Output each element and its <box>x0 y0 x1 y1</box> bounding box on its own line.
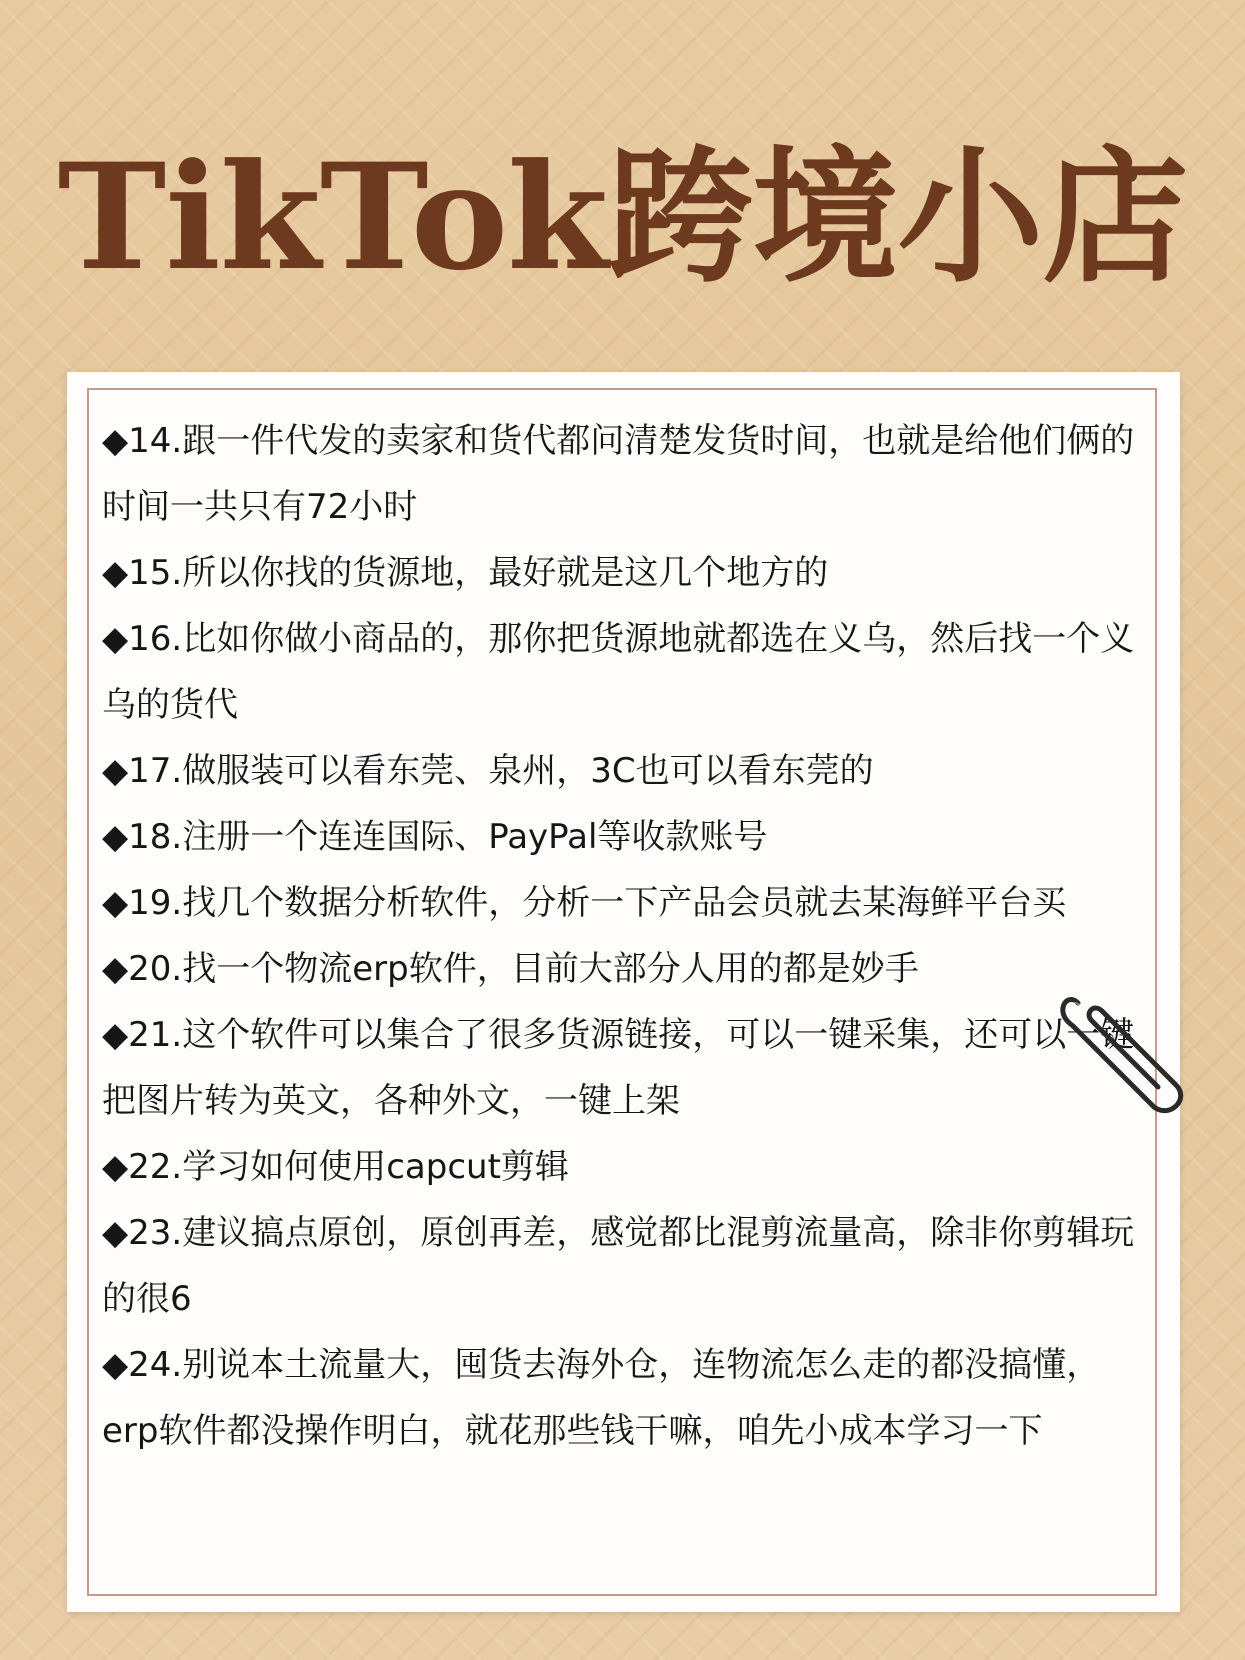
list-item <box>102 1332 1147 1464</box>
tips-list <box>102 408 1147 1464</box>
list-item-text: 19.找几个数据分析软件，分析一下产品会员就去某海鲜平台买 <box>128 883 1067 923</box>
list-item <box>102 408 1147 540</box>
list-item <box>102 1134 1147 1200</box>
page-title: TikTok跨境小店 <box>57 132 1188 303</box>
list-item <box>102 936 1147 1002</box>
list-item <box>102 540 1147 606</box>
diamond-bullet-icon: ◆ <box>102 883 129 923</box>
list-item <box>102 738 1147 804</box>
diamond-bullet-icon: ◆ <box>102 817 129 857</box>
content-card <box>67 372 1180 1612</box>
list-item <box>102 804 1147 870</box>
diamond-bullet-icon: ◆ <box>102 553 129 593</box>
list-item-text: 16.比如你做小商品的，那你把货源地就都选在义乌，然后找一个义乌的货代 <box>102 619 1135 725</box>
diamond-bullet-icon: ◆ <box>102 1345 129 1385</box>
diamond-bullet-icon: ◆ <box>102 1147 129 1187</box>
diamond-bullet-icon: ◆ <box>102 619 129 659</box>
diamond-bullet-icon: ◆ <box>102 1213 129 1253</box>
list-item-text: 22.学习如何使用capcut剪辑 <box>128 1147 569 1187</box>
diamond-bullet-icon: ◆ <box>102 421 129 461</box>
list-item-text: 18.注册一个连连国际、PayPal等收款账号 <box>128 817 768 857</box>
list-item-text: 20.找一个物流erp软件，目前大部分人用的都是妙手 <box>128 949 919 989</box>
list-item-text: 17.做服装可以看东莞、泉州，3C也可以看东莞的 <box>128 751 874 791</box>
list-item <box>102 870 1147 936</box>
paperclip-icon <box>1058 985 1198 1115</box>
list-item-text: 24.别说本土流量大，囤货去海外仓，连物流怎么走的都没搞懂，erp软件都没操作明白，就花那些钱干嘛，咱先小成本学习一下 <box>102 1345 1101 1451</box>
list-item <box>102 1200 1147 1332</box>
diamond-bullet-icon: ◆ <box>102 949 129 989</box>
list-item <box>102 1002 1147 1134</box>
list-item-text: 14.跟一件代发的卖家和货代都问清楚发货时间，也就是给他们俩的时间一共只有72小时 <box>102 421 1135 527</box>
list-item-text: 23.建议搞点原创，原创再差，感觉都比混剪流量高，除非你剪辑玩的很6 <box>102 1213 1135 1319</box>
diamond-bullet-icon: ◆ <box>102 751 129 791</box>
list-item-text: 21.这个软件可以集合了很多货源链接，可以一键采集，还可以一键把图片转为英文，各种外文，一键上架 <box>102 1015 1135 1121</box>
list-item-text: 15.所以你找的货源地，最好就是这几个地方的 <box>128 553 829 593</box>
list-item <box>102 606 1147 738</box>
diamond-bullet-icon: ◆ <box>102 1015 129 1055</box>
